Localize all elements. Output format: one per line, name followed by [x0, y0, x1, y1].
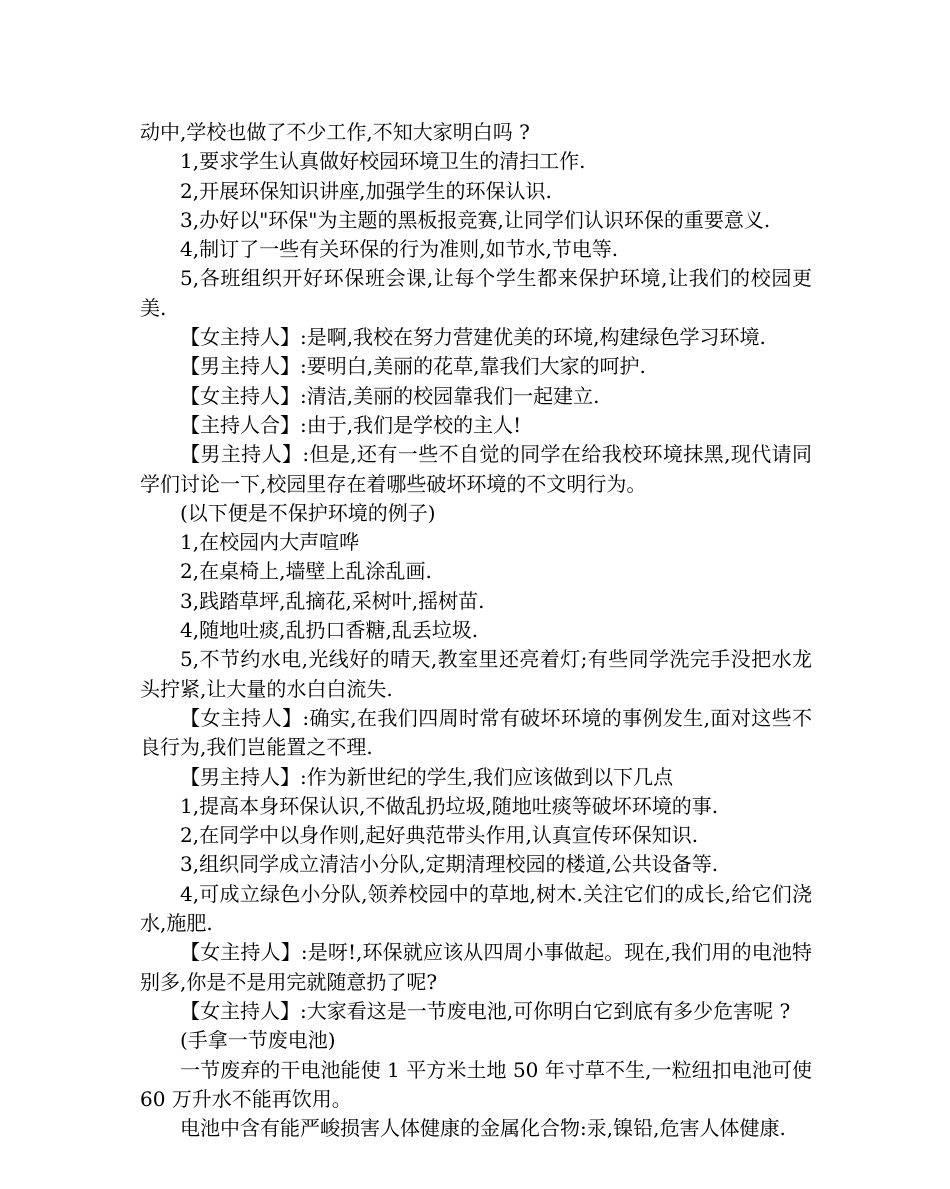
- paragraph: 【男主持人】:但是,还有一些不自觉的同学在给我校环境抹黑,现代请同学们讨论一下,校园里存在着哪些破坏环境的不文明行为。: [140, 442, 812, 496]
- paragraph: 4,可成立绿色小分队,领养校园中的草地,树木.关注它们的成长,给它们浇水,施肥.: [140, 881, 812, 936]
- paragraph: 【男主持人】:要明白,美丽的花草,靠我们大家的呵护.: [180, 354, 646, 379]
- paragraph: (以下便是不保护环境的例子): [180, 500, 436, 525]
- paragraph: 2,在同学中以身作则,起好典范带头作用,认真宣传环保知识.: [180, 823, 699, 848]
- paragraph: 【女主持人】:大家看这是一节废电池,可你明白它到底有多少危害呢 ?: [180, 998, 791, 1023]
- paragraph: 4,随地吐痰,乱扔口香糖,乱丢垃圾.: [180, 618, 479, 643]
- paragraph: 【女主持人】:是啊,我校在努力营建优美的环境,构建绿色学习环境.: [180, 325, 766, 350]
- paragraph: 【女主持人】:是呀!,环保就应该从四周小事做起。现在,我们用的电池特别多,你是不是用完就随意扔了呢?: [140, 940, 812, 994]
- paragraph: 5,各班组织开好环保班会课,让每个学生都来保护环境,让我们的校园更美.: [140, 266, 812, 320]
- paragraph: 一节废弃的干电池能使 1 平方米土地 50 年寸草不生,一粒纽扣电池可使 60 万升水不能再饮用。: [140, 1057, 812, 1111]
- paragraph: 5,不节约水电,光线好的晴天,教室里还亮着灯;有些同学洗完手没把水龙头拧紧,让大量的水白白流失.: [140, 647, 812, 701]
- paragraph: 1,提高本身环保认识,不做乱扔垃圾,随地吐痰等破坏环境的事.: [180, 793, 719, 818]
- paragraph: 【男主持人】:作为新世纪的学生,我们应该做到以下几点: [180, 764, 674, 789]
- document-body: [140, 118, 812, 1143]
- paragraph: 2,开展环保知识讲座,加强学生的环保认识.: [180, 178, 552, 203]
- paragraph: 2,在桌椅上,墙壁上乱涂乱画.: [180, 559, 432, 584]
- paragraph: 【女主持人】:确实,在我们四周时常有破坏环境的事例发生,面对这些不良行为,我们岂能置之不理.: [140, 705, 812, 760]
- paragraph: 1,要求学生认真做好校园环境卫生的清扫工作.: [180, 149, 586, 174]
- paragraph: 电池中含有能严峻损害人体健康的金属化合物:汞,镍铅,危害人体健康.: [180, 1116, 786, 1141]
- paragraph: 4,制订了一些有关环保的行为准则,如节水,节电等.: [180, 237, 619, 262]
- paragraph: 1,在校园内大声喧哗: [180, 530, 360, 555]
- paragraph: 【主持人合】:由于,我们是学校的主人!: [180, 412, 522, 437]
- paragraph: 3,办好以"环保"为主题的黑板报竞赛,让同学们认识环保的重要意义.: [180, 207, 771, 232]
- paragraph: 动中,学校也做了不少工作,不知大家明白吗 ?: [140, 120, 530, 144]
- paragraph: (手拿一节废电池): [180, 1028, 336, 1053]
- paragraph: 3,践踏草坪,乱摘花,采树叶,摇树苗.: [180, 588, 485, 613]
- paragraph: 3,组织同学成立清洁小分队,定期清理校园的楼道,公共设备等.: [180, 852, 719, 877]
- paragraph: 【女主持人】:清洁,美丽的校园靠我们一起建立.: [180, 383, 600, 408]
